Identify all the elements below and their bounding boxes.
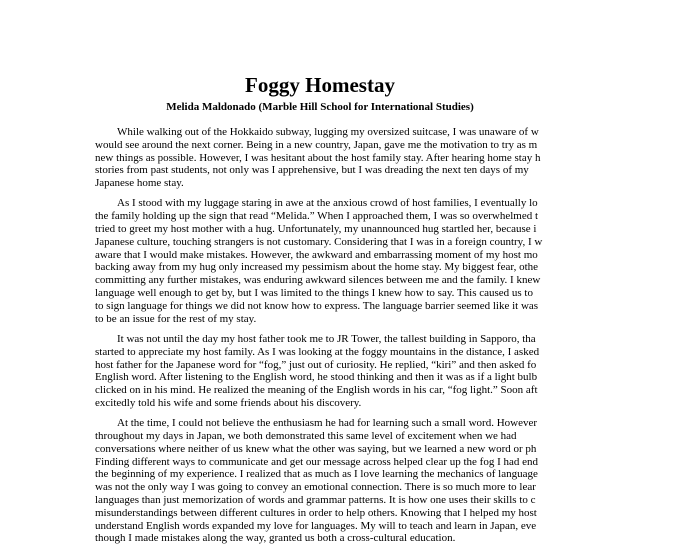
text-line: though I made mistakes along the way, granted us both a cross-cultural education.	[95, 532, 456, 545]
paragraph	[95, 126, 695, 190]
text-line: At the time, I could not believe the enthusiasm he had for learning such a small word. However	[117, 417, 538, 430]
text-line: host father for the Japanese word for “fog,” just out of curiosity. He replied, “kiri” and then asked fo	[95, 358, 537, 371]
document-title: Foggy Homestay	[245, 73, 395, 97]
paragraph	[95, 333, 695, 410]
text-line: As I stood with my luggage staring in awe at the anxious crowd of host families, I eventually lo	[117, 197, 538, 210]
text-line: excitedly told his wife and some friends about his discovery.	[95, 396, 362, 409]
text-line: would see around the next corner. Being in a new country, Japan, gave me the motivation to try as m	[95, 138, 538, 151]
text-line: Japanese home stay.	[95, 177, 184, 190]
paragraph	[95, 417, 695, 545]
text-line: tried to greet my host mother with a hug. Unfortunately, my unannounced hug startled her, because i	[95, 223, 537, 236]
document-author-line: Melida Maldonado (Marble Hill School for International Studies)	[166, 101, 474, 113]
text-line: the family holding up the sign that read “Melida.” When I approached them, I was so overwhelmed t	[95, 210, 539, 223]
text-line: throughout my days in Japan, we both demonstrated this same level of excitement when we had	[95, 430, 517, 443]
text-line: While walking out of the Hokkaido subway, lugging my oversized suitcase, I was unaware of w	[117, 126, 539, 138]
text-line: conversations where neither of us knew what the other was saying, but we learned a new word or ph	[95, 442, 537, 455]
text-line: committing any further mistakes, was enduring awkward silences between me and the family. I knew	[95, 274, 541, 287]
text-line: languages than just memorization of words and grammar patterns. It is how one uses their skills to c	[95, 494, 536, 507]
text-line: aware that I would make mistakes. However, the awkward and embarrassing moment of my host mo	[95, 248, 538, 261]
text-line: to be an issue for the rest of my stay.	[95, 312, 257, 325]
text-line: It was not until the day my host father took me to JR Tower, the tallest building in Sapporo, tha	[117, 332, 536, 345]
text-line: English word. After listening to the English word, he stood thinking and then it was as if a light bulb	[95, 371, 538, 384]
paragraph	[95, 197, 695, 325]
text-line: to sign language for things we did not know how to express. The language barrier seemed like it was	[95, 299, 539, 312]
text-line: started to appreciate my host family. As I was looking at the foggy mountains in the distance, I asked	[95, 345, 540, 358]
text-line: language well enough to get by, but I was limited to the things I knew how to say. This caused us to	[95, 287, 533, 300]
text-line: understand English words expanded my love for languages. My will to teach and learn in Japan, eve	[95, 519, 537, 532]
text-line: backing away from my hug only increased my pessimism about the home stay. My biggest fear, othe	[95, 261, 539, 274]
text-line: the beginning of my experience. I realized that as much as I love learning the mechanics of language	[95, 468, 538, 481]
text-line: Japanese culture, touching strangers is not customary. Considering that I was in a foreign country, I w	[95, 235, 543, 248]
text-line: was not the only way I was going to convey an emotional connection. There is so much more to lear	[95, 481, 536, 494]
text-line: new things as possible. However, I was hesitant about the host family stay. After hearing home stay h	[95, 151, 541, 164]
document-body	[95, 126, 695, 553]
text-line: Finding different ways to communicate and get our message across helped clear up the fog I had end	[95, 455, 539, 468]
text-line: misunderstandings between different cultures in order to help others. Knowing that I helped my host	[95, 506, 537, 519]
text-line: clicked on in his mind. He realized the meaning of the English words in his car, “fog light.” Soon aft	[95, 384, 538, 397]
text-line: stories from past students, not only was I apprehensive, but I was dreading the next ten days of my	[95, 164, 529, 177]
